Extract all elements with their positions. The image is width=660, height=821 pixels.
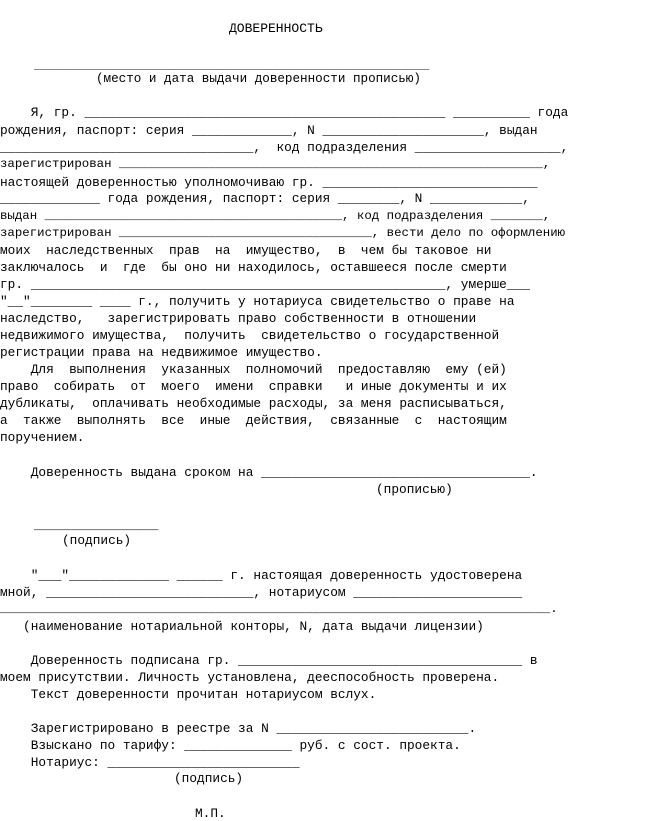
body-line: Я, гр. _______________________________________________ __________ года — [0, 105, 569, 120]
closing-line: Текст доверенности прочитан нотариусом вслух. — [0, 687, 377, 702]
body-line: поручением. — [0, 430, 85, 445]
place-date-caption: (место и дата выдачи доверенности прописью) — [96, 72, 421, 86]
body-line: право собирать от моего имени справки и иные документы и их — [0, 379, 507, 394]
body-line: а также выполнять все иные действия, связанные с настоящим — [0, 413, 507, 428]
registry-line: Зарегистрировано в реестре за N _________________________. — [0, 721, 477, 736]
term-caption: (прописью) — [376, 482, 453, 497]
closing-line: Доверенность подписана гр. _____________________________________ в — [0, 653, 538, 668]
body-line: гр. ______________________________________________________, умерше___ — [0, 277, 530, 292]
term-line: Доверенность выдана сроком на ___________________________________. — [0, 465, 538, 480]
body-line: рождения, паспорт: серия _____________, N _____________________, выдан — [0, 123, 538, 138]
body-line: выдан ________________________________________, код подразделения _______, — [0, 209, 551, 223]
signature-caption: (подпись) — [62, 533, 132, 548]
document-title: ДОВЕРЕННОСТЬ — [229, 21, 323, 36]
body-line: Для выполнения указанных полномочий предоставляю ему (ей) — [0, 362, 507, 377]
body-line: "__"________ ____ г., получить у нотариуса свидетельство о праве на — [0, 294, 515, 309]
seal-place: М.П. — [195, 806, 226, 821]
notary-line: Нотариус: _________________________ — [0, 755, 300, 770]
body-line: заключалось и где бы оно ни находилось, оставшееся после смерти — [0, 260, 507, 275]
body-line: настоящей доверенностью уполномочиваю гр. ____________________________ — [0, 175, 538, 190]
body-line: недвижимого имущества, получить свидетельство о государственной — [0, 328, 500, 343]
notary-signature-caption: (подпись) — [174, 771, 244, 786]
signature-underline: _________________ — [34, 519, 159, 533]
certification-line: "___"_____________ ______ г. настоящая доверенность удостоверена — [0, 568, 523, 583]
body-line: моих наследственных прав на имуществo, в чем бы таковое ни — [0, 243, 492, 258]
body-line: _____________ года рождения, паспорт: серия ________, N ____________, — [0, 191, 530, 206]
body-line: наследство, зарегистрировать право собственности в отношении — [0, 311, 477, 326]
body-line: регистрации права на недвижимое имущество. — [0, 345, 323, 360]
body-line: зарегистрирован _________________________________________________________, — [0, 157, 551, 171]
certification-line: мной, ___________________________, нотариусом ______________________ — [0, 585, 523, 600]
place-date-underline: ____________________________________________________________________ — [34, 61, 430, 72]
body-line: _________________________________, код подразделения ___________________, — [0, 140, 569, 155]
certification-line: __________________________________________________________________________. — [0, 602, 558, 616]
body-line: дубликаты, оплачивать необходимые расходы, за меня расписываться, — [0, 396, 507, 411]
body-line: зарегистрирован __________________________________, вести дело по оформлению — [0, 226, 566, 240]
fee-line: Взыскано по тарифу: ______________ руб. с сост. проекта. — [0, 738, 461, 753]
closing-line: моем присутствии. Личность установлена, дееспособность проверена. — [0, 670, 500, 685]
certification-caption: (наименование нотариальной конторы, N, дата выдачи лицензии) — [0, 619, 484, 634]
